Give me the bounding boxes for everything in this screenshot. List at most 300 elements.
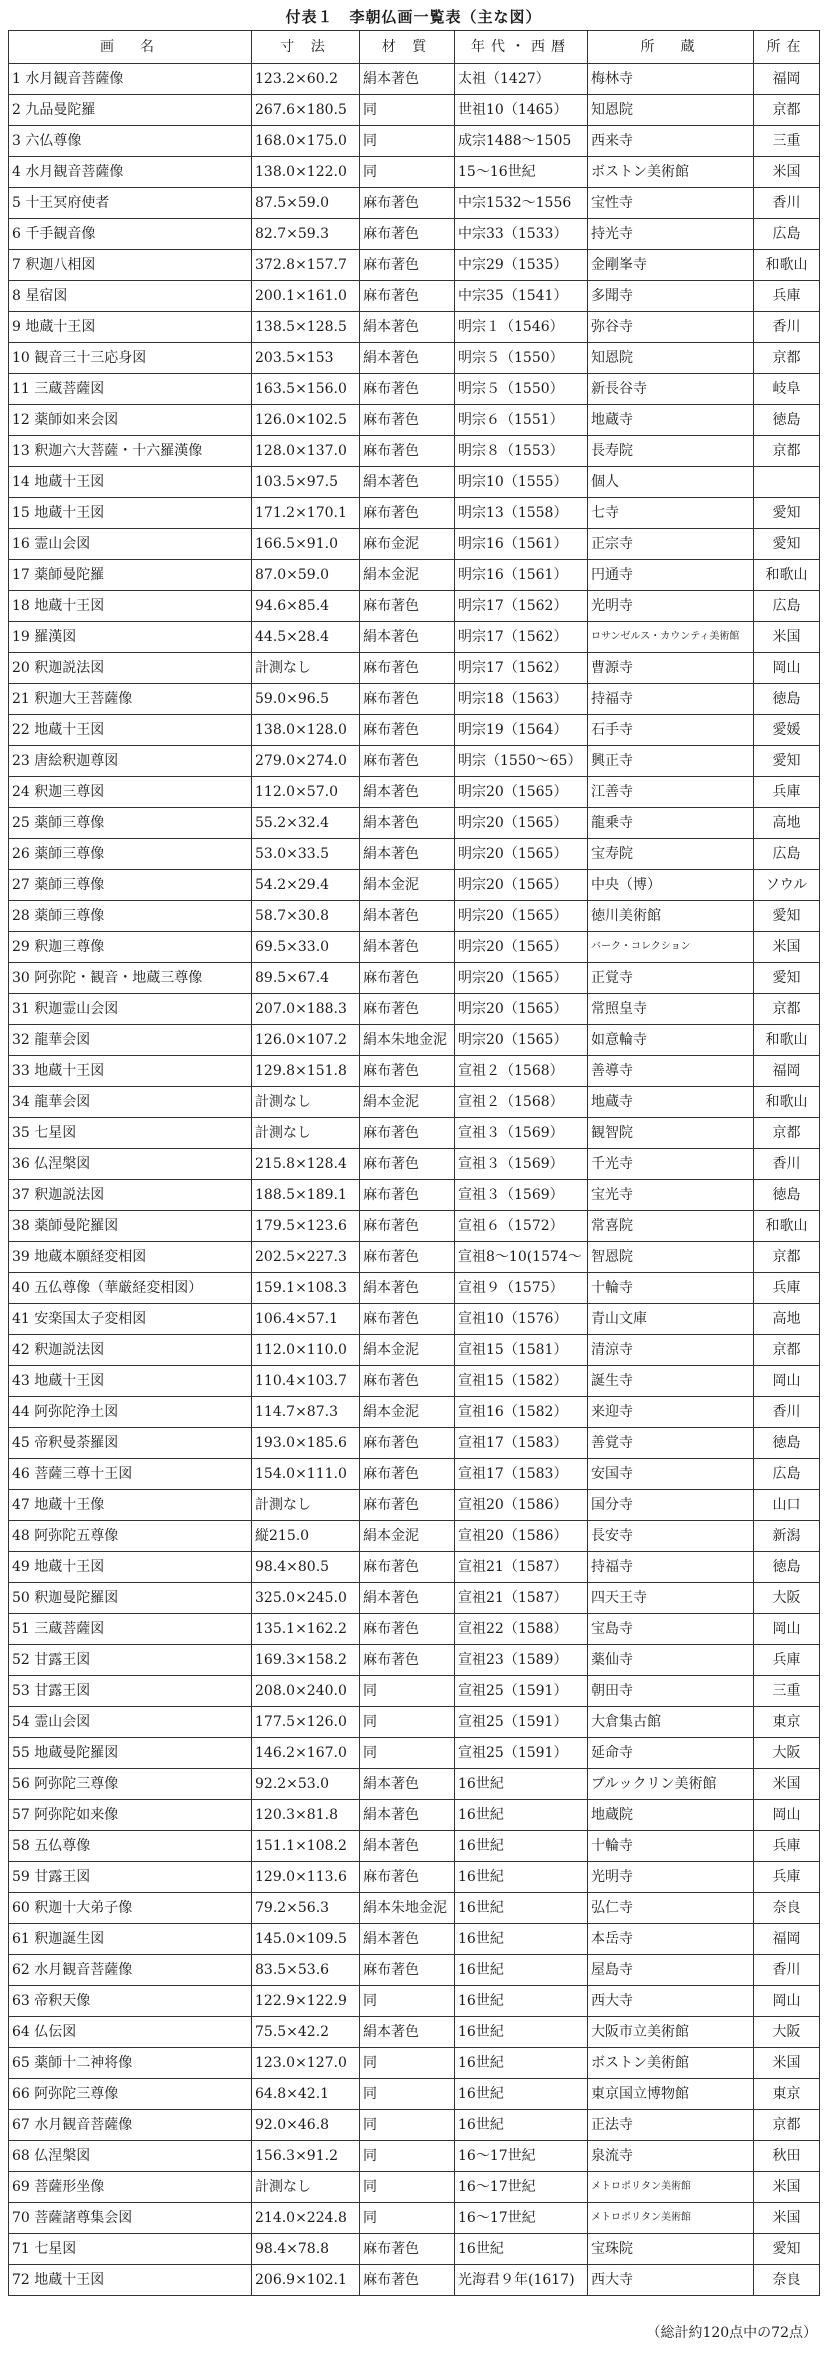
- material-cell: 麻布著色: [360, 715, 455, 746]
- painting-name-cell: 34 龍華会図: [9, 1087, 252, 1118]
- era-date-cell: 宣祖25（1591）: [455, 1707, 588, 1738]
- dimensions-cell: 計測なし: [252, 1118, 360, 1149]
- table-row: [9, 1800, 820, 1831]
- table-row: [9, 1428, 820, 1459]
- collection-cell: 持福寺: [588, 1552, 754, 1583]
- material-cell: 麻布著色: [360, 1242, 455, 1273]
- dimensions-cell: 177.5×126.0: [252, 1707, 360, 1738]
- painting-name-cell: 39 地蔵本願経変相図: [9, 1242, 252, 1273]
- location-cell: 愛知: [754, 746, 820, 777]
- painting-name-cell: 51 三蔵菩薩図: [9, 1614, 252, 1645]
- dimensions-cell: 53.0×33.5: [252, 839, 360, 870]
- dimensions-cell: 120.3×81.8: [252, 1800, 360, 1831]
- location-cell: 愛知: [754, 2234, 820, 2265]
- era-date-cell: 明宗17（1562）: [455, 622, 588, 653]
- location-cell: 岡山: [754, 1986, 820, 2017]
- collection-cell: 弥谷寺: [588, 312, 754, 343]
- dimensions-cell: 146.2×167.0: [252, 1738, 360, 1769]
- era-date-cell: 明宗６（1551）: [455, 405, 588, 436]
- material-cell: 同: [360, 2141, 455, 2172]
- collection-cell: 十輪寺: [588, 1273, 754, 1304]
- collection-cell: 地蔵寺: [588, 405, 754, 436]
- dimensions-cell: 112.0×57.0: [252, 777, 360, 808]
- material-cell: 麻布著色: [360, 219, 455, 250]
- table-row: [9, 2079, 820, 2110]
- location-cell: 秋田: [754, 2141, 820, 2172]
- table-row: [9, 1862, 820, 1893]
- collection-cell: 延命寺: [588, 1738, 754, 1769]
- material-cell: 絹本著色: [360, 622, 455, 653]
- era-date-cell: 16世紀: [455, 2110, 588, 2141]
- era-date-cell: 宣祖21（1587）: [455, 1552, 588, 1583]
- painting-name-cell: 62 水月観音菩薩像: [9, 1955, 252, 1986]
- table-row: [9, 591, 820, 622]
- material-cell: 絹本著色: [360, 808, 455, 839]
- material-cell: 麻布著色: [360, 1645, 455, 1676]
- collection-cell: 清涼寺: [588, 1335, 754, 1366]
- dimensions-cell: 89.5×67.4: [252, 963, 360, 994]
- collection-cell: 新長谷寺: [588, 374, 754, 405]
- dimensions-cell: 103.5×97.5: [252, 467, 360, 498]
- table-row: [9, 1490, 820, 1521]
- dimensions-cell: 188.5×189.1: [252, 1180, 360, 1211]
- location-cell: 京都: [754, 1118, 820, 1149]
- collection-cell: バーク・コレクション: [588, 932, 754, 963]
- era-date-cell: 光海君９年(1617): [455, 2265, 588, 2296]
- header-name: 画 名: [9, 31, 252, 64]
- collection-cell: 常喜院: [588, 1211, 754, 1242]
- table-row: [9, 2203, 820, 2234]
- location-cell: 徳島: [754, 684, 820, 715]
- era-date-cell: 宣祖15（1581）: [455, 1335, 588, 1366]
- dimensions-cell: 58.7×30.8: [252, 901, 360, 932]
- collection-cell: 善導寺: [588, 1056, 754, 1087]
- era-date-cell: 16世紀: [455, 1769, 588, 1800]
- table-row: [9, 1645, 820, 1676]
- painting-name-cell: 13 釈迦六大菩薩・十六羅漢像: [9, 436, 252, 467]
- material-cell: 麻布著色: [360, 374, 455, 405]
- material-cell: 麻布著色: [360, 2234, 455, 2265]
- dimensions-cell: 138.0×122.0: [252, 157, 360, 188]
- painting-name-cell: 9 地蔵十王図: [9, 312, 252, 343]
- location-cell: 愛知: [754, 901, 820, 932]
- dimensions-cell: 168.0×175.0: [252, 126, 360, 157]
- era-date-cell: 明宗19（1564）: [455, 715, 588, 746]
- location-cell: 大阪: [754, 1738, 820, 1769]
- table-row: [9, 2265, 820, 2296]
- location-cell: 米国: [754, 2203, 820, 2234]
- era-date-cell: 16～17世紀: [455, 2203, 588, 2234]
- collection-cell: 西来寺: [588, 126, 754, 157]
- dimensions-cell: 193.0×185.6: [252, 1428, 360, 1459]
- painting-name-cell: 46 菩薩三尊十王図: [9, 1459, 252, 1490]
- dimensions-cell: 59.0×96.5: [252, 684, 360, 715]
- painting-name-cell: 55 地蔵曼陀羅図: [9, 1738, 252, 1769]
- painting-name-cell: 3 六仏尊像: [9, 126, 252, 157]
- location-cell: 和歌山: [754, 1211, 820, 1242]
- era-date-cell: 明宗20（1565）: [455, 777, 588, 808]
- collection-cell: 持福寺: [588, 684, 754, 715]
- location-cell: 東京: [754, 1707, 820, 1738]
- era-date-cell: 宣祖20（1586）: [455, 1490, 588, 1521]
- material-cell: 同: [360, 1738, 455, 1769]
- dimensions-cell: 215.8×128.4: [252, 1149, 360, 1180]
- era-date-cell: 宣祖22（1588）: [455, 1614, 588, 1645]
- dimensions-cell: 279.0×274.0: [252, 746, 360, 777]
- collection-cell: 知恩院: [588, 343, 754, 374]
- material-cell: 麻布著色: [360, 1490, 455, 1521]
- table-row: [9, 1304, 820, 1335]
- painting-name-cell: 37 釈迦説法図: [9, 1180, 252, 1211]
- location-cell: 兵庫: [754, 1862, 820, 1893]
- material-cell: 同: [360, 157, 455, 188]
- material-cell: 同: [360, 2110, 455, 2141]
- header-location: 所在: [754, 31, 820, 64]
- location-cell: 山口: [754, 1490, 820, 1521]
- material-cell: 絹本著色: [360, 1769, 455, 1800]
- collection-cell: 大阪市立美術館: [588, 2017, 754, 2048]
- table-row: [9, 1056, 820, 1087]
- painting-name-cell: 8 星宿図: [9, 281, 252, 312]
- dimensions-cell: 151.1×108.2: [252, 1831, 360, 1862]
- painting-name-cell: 27 薬師三尊像: [9, 870, 252, 901]
- dimensions-cell: 202.5×227.3: [252, 1242, 360, 1273]
- era-date-cell: 明宗16（1561）: [455, 560, 588, 591]
- collection-cell: 本岳寺: [588, 1924, 754, 1955]
- dimensions-cell: 計測なし: [252, 653, 360, 684]
- era-date-cell: 明宗20（1565）: [455, 963, 588, 994]
- era-date-cell: 16世紀: [455, 1831, 588, 1862]
- era-date-cell: 中宗33（1533）: [455, 219, 588, 250]
- table-row: [9, 498, 820, 529]
- location-cell: 福岡: [754, 1924, 820, 1955]
- dimensions-cell: 325.0×245.0: [252, 1583, 360, 1614]
- table-row: [9, 777, 820, 808]
- painting-name-cell: 31 釈迦霊山会図: [9, 994, 252, 1025]
- era-date-cell: 明宗10（1555）: [455, 467, 588, 498]
- painting-name-cell: 21 釈迦大王菩薩像: [9, 684, 252, 715]
- table-row: [9, 1924, 820, 1955]
- painting-name-cell: 64 仏伝図: [9, 2017, 252, 2048]
- table-row: [9, 2110, 820, 2141]
- era-date-cell: 明宗５（1550）: [455, 343, 588, 374]
- material-cell: 同: [360, 2203, 455, 2234]
- collection-cell: 中央（博）: [588, 870, 754, 901]
- dimensions-cell: 126.0×102.5: [252, 405, 360, 436]
- collection-cell: 如意輪寺: [588, 1025, 754, 1056]
- collection-cell: ボストン美術館: [588, 2048, 754, 2079]
- era-date-cell: 16世紀: [455, 1924, 588, 1955]
- painting-name-cell: 65 薬師十二神将像: [9, 2048, 252, 2079]
- location-cell: 香川: [754, 188, 820, 219]
- era-date-cell: 宣祖17（1583）: [455, 1428, 588, 1459]
- location-cell: 米国: [754, 1769, 820, 1800]
- era-date-cell: 16世紀: [455, 2017, 588, 2048]
- painting-name-cell: 60 釈迦十大弟子像: [9, 1893, 252, 1924]
- era-date-cell: 宣祖９（1575）: [455, 1273, 588, 1304]
- material-cell: 麻布著色: [360, 1056, 455, 1087]
- location-cell: 奈良: [754, 2265, 820, 2296]
- location-cell: 米国: [754, 2172, 820, 2203]
- material-cell: 絹本金泥: [360, 1397, 455, 1428]
- table-row: [9, 1149, 820, 1180]
- collection-cell: 長寿院: [588, 436, 754, 467]
- table-row: [9, 1087, 820, 1118]
- location-cell: 和歌山: [754, 1025, 820, 1056]
- table-row: [9, 312, 820, 343]
- collection-cell: 観智院: [588, 1118, 754, 1149]
- location-cell: 高地: [754, 1304, 820, 1335]
- material-cell: 麻布著色: [360, 591, 455, 622]
- era-date-cell: 宣祖３（1569）: [455, 1149, 588, 1180]
- painting-name-cell: 22 地蔵十王図: [9, 715, 252, 746]
- table-row: [9, 1335, 820, 1366]
- material-cell: 麻布著色: [360, 994, 455, 1025]
- location-cell: 京都: [754, 436, 820, 467]
- era-date-cell: 宣祖６（1572）: [455, 1211, 588, 1242]
- material-cell: 麻布著色: [360, 653, 455, 684]
- table-row: [9, 250, 820, 281]
- painting-name-cell: 24 釈迦三尊図: [9, 777, 252, 808]
- location-cell: 愛媛: [754, 715, 820, 746]
- collection-cell: 国分寺: [588, 1490, 754, 1521]
- material-cell: 絹本著色: [360, 1273, 455, 1304]
- table-row: [9, 1738, 820, 1769]
- collection-cell: ブルックリン美術館: [588, 1769, 754, 1800]
- location-cell: 岡山: [754, 653, 820, 684]
- painting-name-cell: 5 十王冥府使者: [9, 188, 252, 219]
- dimensions-cell: 87.5×59.0: [252, 188, 360, 219]
- era-date-cell: 宣祖17（1583）: [455, 1459, 588, 1490]
- location-cell: 大阪: [754, 2017, 820, 2048]
- material-cell: 麻布著色: [360, 1459, 455, 1490]
- dimensions-cell: 112.0×110.0: [252, 1335, 360, 1366]
- collection-cell: 円通寺: [588, 560, 754, 591]
- material-cell: 麻布著色: [360, 1211, 455, 1242]
- era-date-cell: 明宗20（1565）: [455, 901, 588, 932]
- table-row: [9, 2017, 820, 2048]
- material-cell: 同: [360, 1986, 455, 2017]
- dimensions-cell: 208.0×240.0: [252, 1676, 360, 1707]
- painting-name-cell: 57 阿弥陀如来像: [9, 1800, 252, 1831]
- painting-name-cell: 45 帝釈曼荼羅図: [9, 1428, 252, 1459]
- era-date-cell: 宣祖３（1569）: [455, 1118, 588, 1149]
- table-row: [9, 560, 820, 591]
- table-row: [9, 1583, 820, 1614]
- location-cell: 愛知: [754, 529, 820, 560]
- location-cell: 米国: [754, 2048, 820, 2079]
- painting-name-cell: 19 羅漢図: [9, 622, 252, 653]
- dimensions-cell: 92.2×53.0: [252, 1769, 360, 1800]
- material-cell: 絹本著色: [360, 1924, 455, 1955]
- material-cell: 同: [360, 1707, 455, 1738]
- dimensions-cell: 166.5×91.0: [252, 529, 360, 560]
- table-row: [9, 932, 820, 963]
- material-cell: 麻布著色: [360, 684, 455, 715]
- dimensions-cell: 55.2×32.4: [252, 808, 360, 839]
- material-cell: 絹本著色: [360, 312, 455, 343]
- collection-cell: 誕生寺: [588, 1366, 754, 1397]
- dimensions-cell: 200.1×161.0: [252, 281, 360, 312]
- header-size: 寸 法: [252, 31, 360, 64]
- table-row: [9, 467, 820, 498]
- collection-cell: 善覚寺: [588, 1428, 754, 1459]
- era-date-cell: 宣祖２（1568）: [455, 1056, 588, 1087]
- buddhist-painting-table: [8, 30, 820, 2296]
- painting-name-cell: 49 地蔵十王図: [9, 1552, 252, 1583]
- material-cell: 麻布著色: [360, 250, 455, 281]
- collection-cell: ロサンゼルス・カウンティ美術館: [588, 622, 754, 653]
- collection-cell: 青山文庫: [588, 1304, 754, 1335]
- dimensions-cell: 126.0×107.2: [252, 1025, 360, 1056]
- collection-cell: 大倉集古館: [588, 1707, 754, 1738]
- era-date-cell: 宣祖15（1582）: [455, 1366, 588, 1397]
- material-cell: 麻布著色: [360, 746, 455, 777]
- painting-name-cell: 16 霊山会図: [9, 529, 252, 560]
- era-date-cell: 明宗18（1563）: [455, 684, 588, 715]
- era-date-cell: 宣祖３（1569）: [455, 1180, 588, 1211]
- dimensions-cell: 145.0×109.5: [252, 1924, 360, 1955]
- era-date-cell: 明宗17（1562）: [455, 653, 588, 684]
- table-row: [9, 529, 820, 560]
- table-row: [9, 653, 820, 684]
- era-date-cell: 16世紀: [455, 1800, 588, 1831]
- era-date-cell: 宣祖10（1576）: [455, 1304, 588, 1335]
- collection-cell: 曹源寺: [588, 653, 754, 684]
- painting-name-cell: 50 釈迦曼陀羅図: [9, 1583, 252, 1614]
- header-material: 材 質: [360, 31, 455, 64]
- era-date-cell: 明宗20（1565）: [455, 870, 588, 901]
- material-cell: 麻布著色: [360, 281, 455, 312]
- material-cell: 麻布著色: [360, 1552, 455, 1583]
- dimensions-cell: 156.3×91.2: [252, 2141, 360, 2172]
- location-cell: 京都: [754, 2110, 820, 2141]
- location-cell: 岡山: [754, 1800, 820, 1831]
- painting-name-cell: 18 地蔵十王図: [9, 591, 252, 622]
- painting-name-cell: 11 三蔵菩薩図: [9, 374, 252, 405]
- collection-cell: 宝珠院: [588, 2234, 754, 2265]
- table-row: [9, 1211, 820, 1242]
- dimensions-cell: 207.0×188.3: [252, 994, 360, 1025]
- location-cell: [754, 467, 820, 498]
- dimensions-cell: 122.9×122.9: [252, 1986, 360, 2017]
- dimensions-cell: 129.0×113.6: [252, 1862, 360, 1893]
- location-cell: 福岡: [754, 1056, 820, 1087]
- material-cell: 同: [360, 2079, 455, 2110]
- collection-cell: 光明寺: [588, 591, 754, 622]
- table-row: [9, 95, 820, 126]
- painting-name-cell: 17 薬師曼陀羅: [9, 560, 252, 591]
- location-cell: 徳島: [754, 1180, 820, 1211]
- era-date-cell: 明宗１（1546）: [455, 312, 588, 343]
- material-cell: 同: [360, 2172, 455, 2203]
- table-row: [9, 157, 820, 188]
- painting-name-cell: 1 水月観音菩薩像: [9, 64, 252, 95]
- material-cell: 同: [360, 126, 455, 157]
- material-cell: 絹本金泥: [360, 1335, 455, 1366]
- collection-cell: 安国寺: [588, 1459, 754, 1490]
- painting-name-cell: 48 阿弥陀五尊像: [9, 1521, 252, 1552]
- location-cell: 香川: [754, 1149, 820, 1180]
- collection-cell: 江善寺: [588, 777, 754, 808]
- era-date-cell: 宣祖16（1582）: [455, 1397, 588, 1428]
- table-row: [9, 1769, 820, 1800]
- era-date-cell: 宣祖２（1568）: [455, 1087, 588, 1118]
- table-row: [9, 1986, 820, 2017]
- painting-name-cell: 63 帝釈天像: [9, 1986, 252, 2017]
- era-date-cell: 明宗17（1562）: [455, 591, 588, 622]
- header-date: 年代・西暦: [455, 31, 588, 64]
- table-row: [9, 219, 820, 250]
- dimensions-cell: 54.2×29.4: [252, 870, 360, 901]
- collection-cell: 宝性寺: [588, 188, 754, 219]
- material-cell: 麻布著色: [360, 1149, 455, 1180]
- dimensions-cell: 64.8×42.1: [252, 2079, 360, 2110]
- painting-name-cell: 58 五仏尊像: [9, 1831, 252, 1862]
- collection-cell: 泉流寺: [588, 2141, 754, 2172]
- location-cell: 岡山: [754, 1366, 820, 1397]
- dimensions-cell: 92.0×46.8: [252, 2110, 360, 2141]
- location-cell: 三重: [754, 126, 820, 157]
- painting-name-cell: 10 観音三十三応身図: [9, 343, 252, 374]
- location-cell: 新潟: [754, 1521, 820, 1552]
- painting-name-cell: 41 安楽国太子変相図: [9, 1304, 252, 1335]
- material-cell: 麻布著色: [360, 1955, 455, 1986]
- dimensions-cell: 138.0×128.0: [252, 715, 360, 746]
- painting-name-cell: 33 地蔵十王図: [9, 1056, 252, 1087]
- material-cell: 麻布著色: [360, 1614, 455, 1645]
- location-cell: 米国: [754, 157, 820, 188]
- location-cell: 広島: [754, 1459, 820, 1490]
- material-cell: 麻布著色: [360, 1180, 455, 1211]
- table-row: [9, 281, 820, 312]
- collection-cell: 多聞寺: [588, 281, 754, 312]
- material-cell: 麻布著色: [360, 2265, 455, 2296]
- table-row: [9, 126, 820, 157]
- collection-cell: 興正寺: [588, 746, 754, 777]
- era-date-cell: 宣祖8～10(1574～: [455, 1242, 588, 1273]
- painting-name-cell: 26 薬師三尊像: [9, 839, 252, 870]
- collection-cell: 東京国立博物館: [588, 2079, 754, 2110]
- material-cell: 絹本著色: [360, 343, 455, 374]
- material-cell: 絹本著色: [360, 1800, 455, 1831]
- collection-cell: 智恩院: [588, 1242, 754, 1273]
- table-row: [9, 622, 820, 653]
- material-cell: 麻布著色: [360, 498, 455, 529]
- dimensions-cell: 計測なし: [252, 1490, 360, 1521]
- dimensions-cell: 159.1×108.3: [252, 1273, 360, 1304]
- era-date-cell: 16～17世紀: [455, 2141, 588, 2172]
- era-date-cell: 明宗20（1565）: [455, 932, 588, 963]
- collection-cell: 七寺: [588, 498, 754, 529]
- location-cell: 米国: [754, 622, 820, 653]
- painting-name-cell: 47 地蔵十王像: [9, 1490, 252, 1521]
- collection-cell: 石手寺: [588, 715, 754, 746]
- era-date-cell: 明宗20（1565）: [455, 1025, 588, 1056]
- dimensions-cell: 138.5×128.5: [252, 312, 360, 343]
- collection-cell: 地蔵寺: [588, 1087, 754, 1118]
- era-date-cell: 明宗13（1558）: [455, 498, 588, 529]
- table-title: 付表１ 李朝仏画一覧表（主な図）: [285, 8, 542, 26]
- material-cell: 絹本著色: [360, 2017, 455, 2048]
- painting-name-cell: 61 釈迦誕生図: [9, 1924, 252, 1955]
- painting-name-cell: 66 阿弥陀三尊像: [9, 2079, 252, 2110]
- painting-name-cell: 59 甘露王図: [9, 1862, 252, 1893]
- table-row: [9, 2234, 820, 2265]
- era-date-cell: 16世紀: [455, 2079, 588, 2110]
- location-cell: 広島: [754, 839, 820, 870]
- painting-name-cell: 67 水月観音菩薩像: [9, 2110, 252, 2141]
